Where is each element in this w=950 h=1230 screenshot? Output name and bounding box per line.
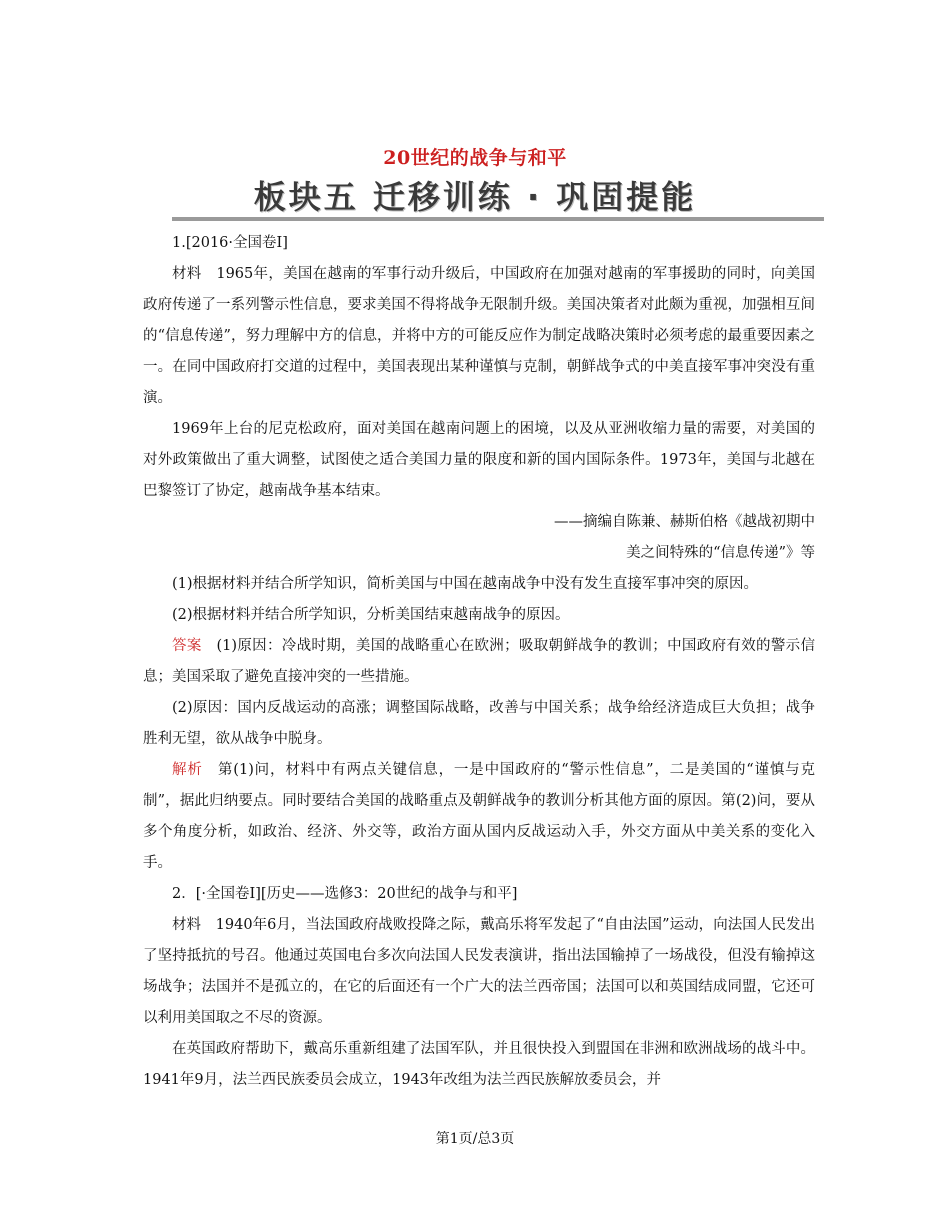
banner-divider	[172, 217, 824, 221]
q1-question-2: (2)根据材料并结合所学知识，分析美国结束越南战争的原因。	[172, 607, 570, 623]
q1-material-paragraph-1: 材料 1965年，美国在越南的军事行动升级后，中国政府在加强对越南的军事援助的同时，向美国政府传递了一系列警示性信息，要求美国不得将战争无限制升级。美国决策者对此颇为重视，加强相互间的“信息传递”，努力理解中方的信息，并将中方的可能反应作为制定战略决策时必须考虑的最重要因素之一。在同中国政府打交道的过程中，美国表现出某种谨慎与克制，朝鲜战争式的中美直接军事冲突没有重演。	[143, 266, 815, 406]
q1-answer-1: (1)原因：冷战时期，美国的战略重心在欧洲；吸取朝鲜战争的教训；中国政府有效的警示信息；美国采取了避免直接冲突的一些措施。	[143, 638, 815, 685]
q1-answer-paragraph-1	[143, 631, 815, 693]
q1-analysis: 第(1)问，材料中有两点关键信息，一是中国政府的“警示性信息”，二是美国的“谨慎与克制”，据此归纳要点。同时要结合美国的战略重点及朝鲜战争的教训分析其他方面的原因。第(2)问，要从多个角度分析，如政治、经济、外交等，政治方面从国内反战运动入手，外交方面从中美关系的变化入手。	[143, 762, 815, 871]
q1-material-paragraph-2: 1969年上台的尼克松政府，面对美国在越南问题上的困境，以及从亚洲收缩力量的需要，对美国的对外政策做出了重大调整，试图使之适合美国力量的限度和新的国内国际条件。1973年，美国与北越在巴黎签订了协定，越南战争基本结束。	[143, 421, 815, 499]
q1-analysis-paragraph	[143, 755, 815, 879]
q1-answer-2: (2)原因：国内反战运动的高涨；调整国际战略，改善与中国关系；战争给经济造成巨大负担；战争胜利无望，欲从战争中脱身。	[143, 700, 815, 747]
q2-heading: 2．[·全国卷Ⅰ][历史——选修3：20世纪的战争与和平]	[172, 886, 518, 902]
q1-heading: 1.[2016·全国卷Ⅰ]	[172, 235, 288, 251]
q1-question-1: (1)根据材料并结合所学知识，简析美国与中国在越南战争中没有发生直接军事冲突的原因。	[172, 576, 759, 592]
answer-label: 答案	[172, 638, 202, 654]
page-subtitle: 20世纪的战争与和平	[383, 147, 567, 169]
document-body	[143, 228, 815, 1096]
analysis-label: 解析	[172, 762, 203, 778]
q1-source-line-1: ——摘编自陈兼、赫斯伯格《越战初期中	[554, 514, 815, 530]
page-footer: 第1页/总3页	[435, 1131, 515, 1147]
q2-material-paragraph-2: 在英国政府帮助下，戴高乐重新组建了法国军队，并且很快投入到盟国在非洲和欧洲战场的战斗中。1941年9月，法兰西民族委员会成立，1943年改组为法兰西民族解放委员会，并	[143, 1041, 815, 1088]
section-banner-title: 板块五 迁移训练 · 巩固提能	[253, 178, 697, 216]
q2-material-paragraph-1: 材料 1940年6月，当法国政府战败投降之际，戴高乐将军发起了“自由法国”运动，向法国人民发出了坚持抵抗的号召。他通过英国电台多次向法国人民发表演讲，指出法国输掉了一场战役，但没有输掉这场战争；法国并不是孤立的，在它的后面还有一个广大的法兰西帝国；法国可以和英国结成同盟，它还可以利用美国取之不尽的资源。	[143, 917, 815, 1026]
q1-source-line-2: 美之间特殊的“信息传递”》等	[626, 545, 815, 561]
